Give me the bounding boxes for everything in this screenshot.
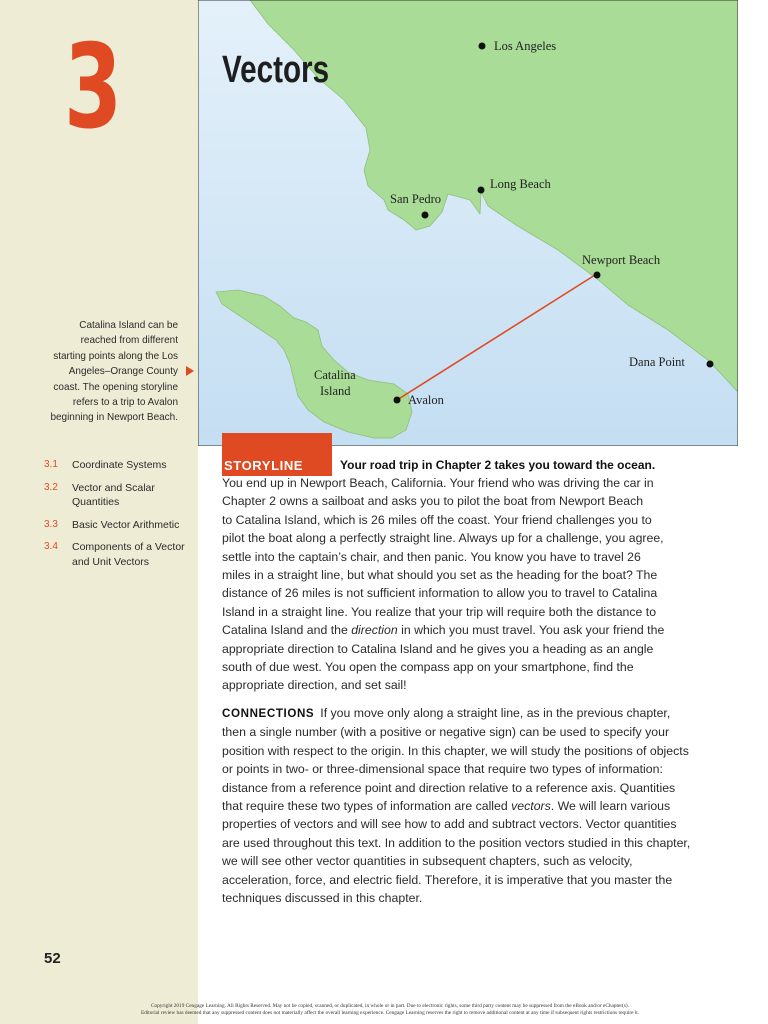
storyline-line: pilot the boat along a perfectly straight line. Always up for a challenge, you agree, bbox=[222, 531, 664, 546]
storyline-line: distance of 26 miles is not sufficient information to allow you to travel to Catalina bbox=[222, 586, 658, 601]
section-list bbox=[44, 458, 194, 577]
storyline-line: Island in a straight line. You realize that your trip will require both the distance to bbox=[222, 604, 657, 619]
avalon-marker bbox=[394, 397, 401, 404]
copyright-notice bbox=[80, 1003, 700, 1017]
section-item-3-1[interactable] bbox=[44, 458, 194, 473]
section-number: 3.1 bbox=[44, 459, 58, 470]
connections-label: CONNECTIONS bbox=[222, 707, 315, 720]
section-number: 3.3 bbox=[44, 518, 58, 530]
storyline-line: You end up in Newport Beach, California. Your friend who was driving the car in bbox=[222, 476, 654, 490]
catalina-island-label: Catalina bbox=[314, 368, 356, 382]
caption-line: reached from different bbox=[80, 334, 178, 347]
long-beach-marker bbox=[478, 187, 485, 194]
storyline-text: in which you must travel. You ask your friend the bbox=[397, 623, 665, 638]
storyline-line: miles in a straight line, but what should you set as the heading for the boat? The bbox=[222, 568, 658, 583]
copyright-line: Copyright 2019 Cengage Learning. All Rights Reserved. May not be copied, scanned, or duplicated, in whole or in part. Due to electronic rights, some third party content may be suppressed from the eBook and/or eChapter(s). bbox=[150, 1003, 630, 1009]
storyline-line: appropriate direction to Catalina Island and he gives you a heading as an angle bbox=[222, 641, 654, 656]
caption-pointer-icon bbox=[186, 366, 194, 376]
caption-line: starting points along the Los bbox=[53, 349, 178, 362]
connections-text: If you move only along a straight line, as in the previous chapter, then a single number (with a positive or negative sign) can be used to specify your position with respect to the origin. In this chapter, we will study the positions of objects or points in two- or three-dimensional space that require two types of information: distance from a reference point and direction relative to a reference axis. Quantities that require these two types of information are called bbox=[222, 706, 689, 814]
newport-beach-label: Newport Beach bbox=[582, 253, 661, 267]
san-pedro-marker bbox=[422, 212, 429, 219]
storyline-emphasis: direction bbox=[351, 623, 398, 638]
newport-beach-marker bbox=[594, 272, 601, 279]
los-angeles-marker bbox=[479, 43, 486, 50]
storyline-label: STORYLINE bbox=[224, 458, 304, 473]
storyline-body bbox=[222, 474, 692, 695]
section-title: Vector and Scalar Quantities bbox=[72, 481, 155, 508]
dana-point-marker bbox=[707, 361, 714, 368]
caption-line: beginning in Newport Beach. bbox=[50, 411, 178, 424]
caption-line: Angeles–Orange County bbox=[68, 365, 178, 378]
caption-line: refers to a trip to Avalon bbox=[72, 396, 178, 409]
section-title: Basic Vector Arithmetic bbox=[72, 518, 180, 531]
section-title: Components of a Vector and Unit Vectors bbox=[72, 541, 185, 568]
caption-line: coast. The opening storyline bbox=[53, 380, 178, 393]
chapter-number: 3 bbox=[64, 20, 120, 155]
connections-paragraph bbox=[222, 704, 692, 907]
section-number: 3.4 bbox=[44, 541, 58, 552]
storyline-line: appropriate direction, and set sail! bbox=[222, 678, 407, 693]
map-caption bbox=[28, 318, 178, 426]
storyline-text: Catalina Island and the bbox=[222, 623, 352, 638]
storyline-line: Chapter 2 owns a sailboat and asks you to pilot the boat from Newport Beach bbox=[222, 494, 644, 509]
section-item-3-3[interactable] bbox=[44, 518, 194, 533]
dana-point-label: Dana Point bbox=[629, 355, 685, 369]
section-title: Coordinate Systems bbox=[72, 459, 167, 471]
chapter-title: Vectors bbox=[222, 48, 330, 91]
storyline-lead: Your road trip in Chapter 2 takes you toward the ocean. bbox=[340, 458, 656, 472]
long-beach-label: Long Beach bbox=[490, 177, 551, 191]
storyline-line bbox=[222, 621, 692, 639]
connections-emphasis: vectors bbox=[511, 799, 551, 814]
section-number: 3.2 bbox=[44, 481, 58, 493]
coast-map bbox=[198, 0, 738, 446]
storyline-line: to Catalina Island, which is 26 miles off the coast. Your friend challenges you to bbox=[222, 512, 652, 527]
storyline-line: settle into the captain’s chair, and then panic. You know you have to travel 26 bbox=[222, 549, 641, 564]
connections-text: . We will learn various properties of vectors and will see how to add and subtract vectors. Vector quantities are used throughout this text. In addition to the position vectors studied in this chapter, we will see other vector quantities in subsequent chapters, such as velocity, acceleration, force, and electric field. Therefore, it is imperative that you master the techniques discussed in this chapter. bbox=[222, 799, 691, 906]
coast-map-svg bbox=[198, 0, 738, 446]
page-number: 52 bbox=[44, 950, 61, 967]
los-angeles-label: Los Angeles bbox=[494, 39, 557, 53]
copyright-line: Editorial review has deemed that any suppressed content does not materially affect the overall learning experience. Cengage Learning reserves the right to remove additional content at any time if subsequent rights restrictions require it. bbox=[140, 1010, 640, 1016]
section-item-3-4[interactable] bbox=[44, 540, 194, 569]
section-item-3-2[interactable] bbox=[44, 481, 194, 510]
catalina-island-label: Island bbox=[320, 384, 351, 398]
avalon-label: Avalon bbox=[408, 393, 444, 407]
storyline-line: south of due west. You open the compass app on your smartphone, find the bbox=[222, 660, 634, 675]
san-pedro-label: San Pedro bbox=[390, 192, 442, 206]
caption-line: Catalina Island can be bbox=[79, 319, 178, 331]
